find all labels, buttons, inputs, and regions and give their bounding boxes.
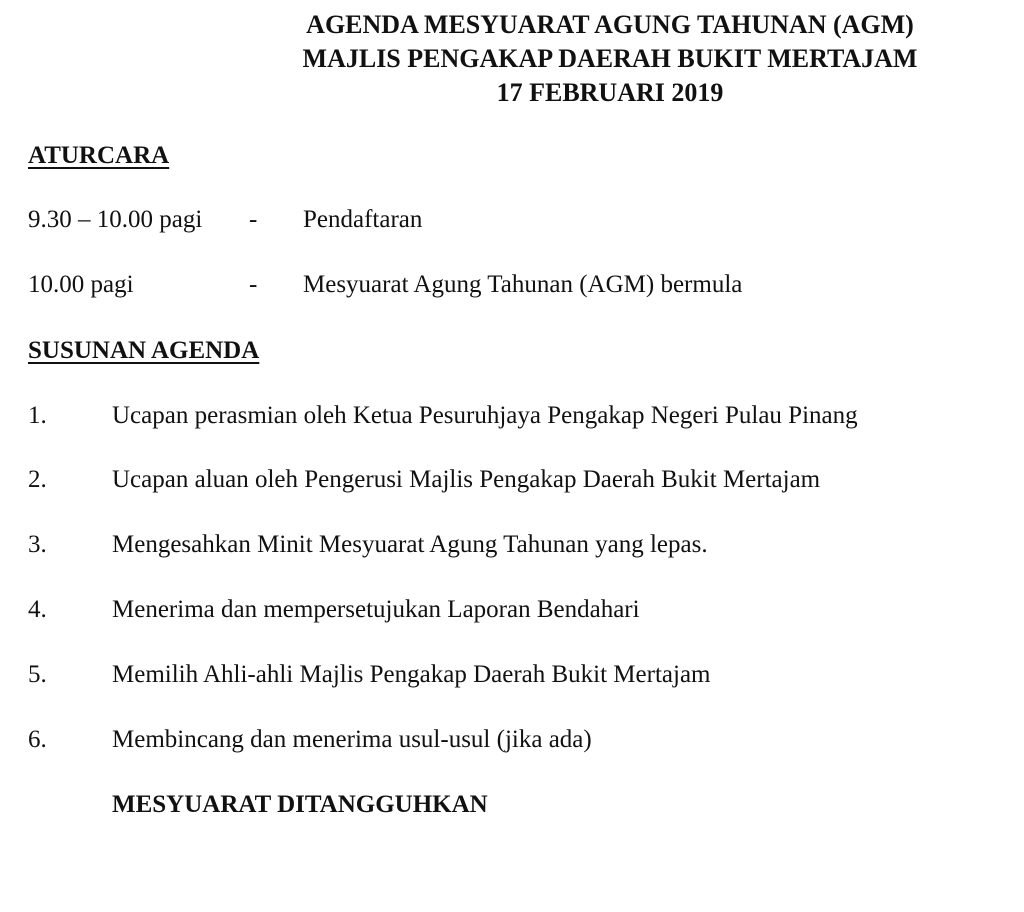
agenda-item-text: Membincang dan menerima usul-usul (jika ada)	[112, 726, 592, 753]
schedule-row	[0, 271, 1024, 303]
meeting-adjourned: MESYUARAT DITANGGUHKAN	[112, 791, 488, 818]
schedule-activity: Pendaftaran	[303, 206, 423, 233]
meeting-date: 17 FEBRUARI 2019	[496, 78, 724, 107]
schedule-heading: ATURCARA	[28, 142, 170, 169]
agenda-item	[0, 466, 1024, 498]
agenda-item-text: Ucapan perasmian oleh Ketua Pesuruhjaya Pengakap Negeri Pulau Pinang	[112, 402, 858, 429]
agenda-item-number: 3.	[28, 531, 47, 558]
agenda-item-text: Memilih Ahli-ahli Majlis Pengakap Daerah Bukit Mertajam	[112, 661, 711, 688]
agenda-item-number: 5.	[28, 661, 47, 688]
agenda-item	[0, 531, 1024, 563]
organization-name: MAJLIS PENGAKAP DAERAH BUKIT MERTAJAM	[302, 44, 918, 73]
agenda-item	[0, 596, 1024, 628]
agenda-item-number: 4.	[28, 596, 47, 623]
agenda-item-text: Mengesahkan Minit Mesyuarat Agung Tahunan yang lepas.	[112, 531, 708, 558]
agenda-item	[0, 661, 1024, 693]
schedule-separator: -	[249, 206, 258, 233]
document-title: AGENDA MESYUARAT AGUNG TAHUNAN (AGM)	[306, 10, 914, 39]
agenda-item-text: Ucapan aluan oleh Pengerusi Majlis Pengakap Daerah Bukit Mertajam	[112, 466, 821, 493]
schedule-time: 9.30 – 10.00 pagi	[28, 206, 203, 233]
schedule-activity: Mesyuarat Agung Tahunan (AGM) bermula	[303, 271, 743, 298]
schedule-time: 10.00 pagi	[28, 271, 134, 298]
agenda-item-number: 1.	[28, 402, 47, 429]
agenda-item-number: 2.	[28, 466, 47, 493]
agenda-item	[0, 402, 1024, 434]
agenda-item-text: Menerima dan mempersetujukan Laporan Bendahari	[112, 596, 640, 623]
schedule-separator: -	[249, 271, 258, 298]
agenda-heading: SUSUNAN AGENDA	[28, 337, 260, 364]
agenda-item	[0, 726, 1024, 758]
schedule-row	[0, 206, 1024, 238]
agenda-item-number: 6.	[28, 726, 47, 753]
